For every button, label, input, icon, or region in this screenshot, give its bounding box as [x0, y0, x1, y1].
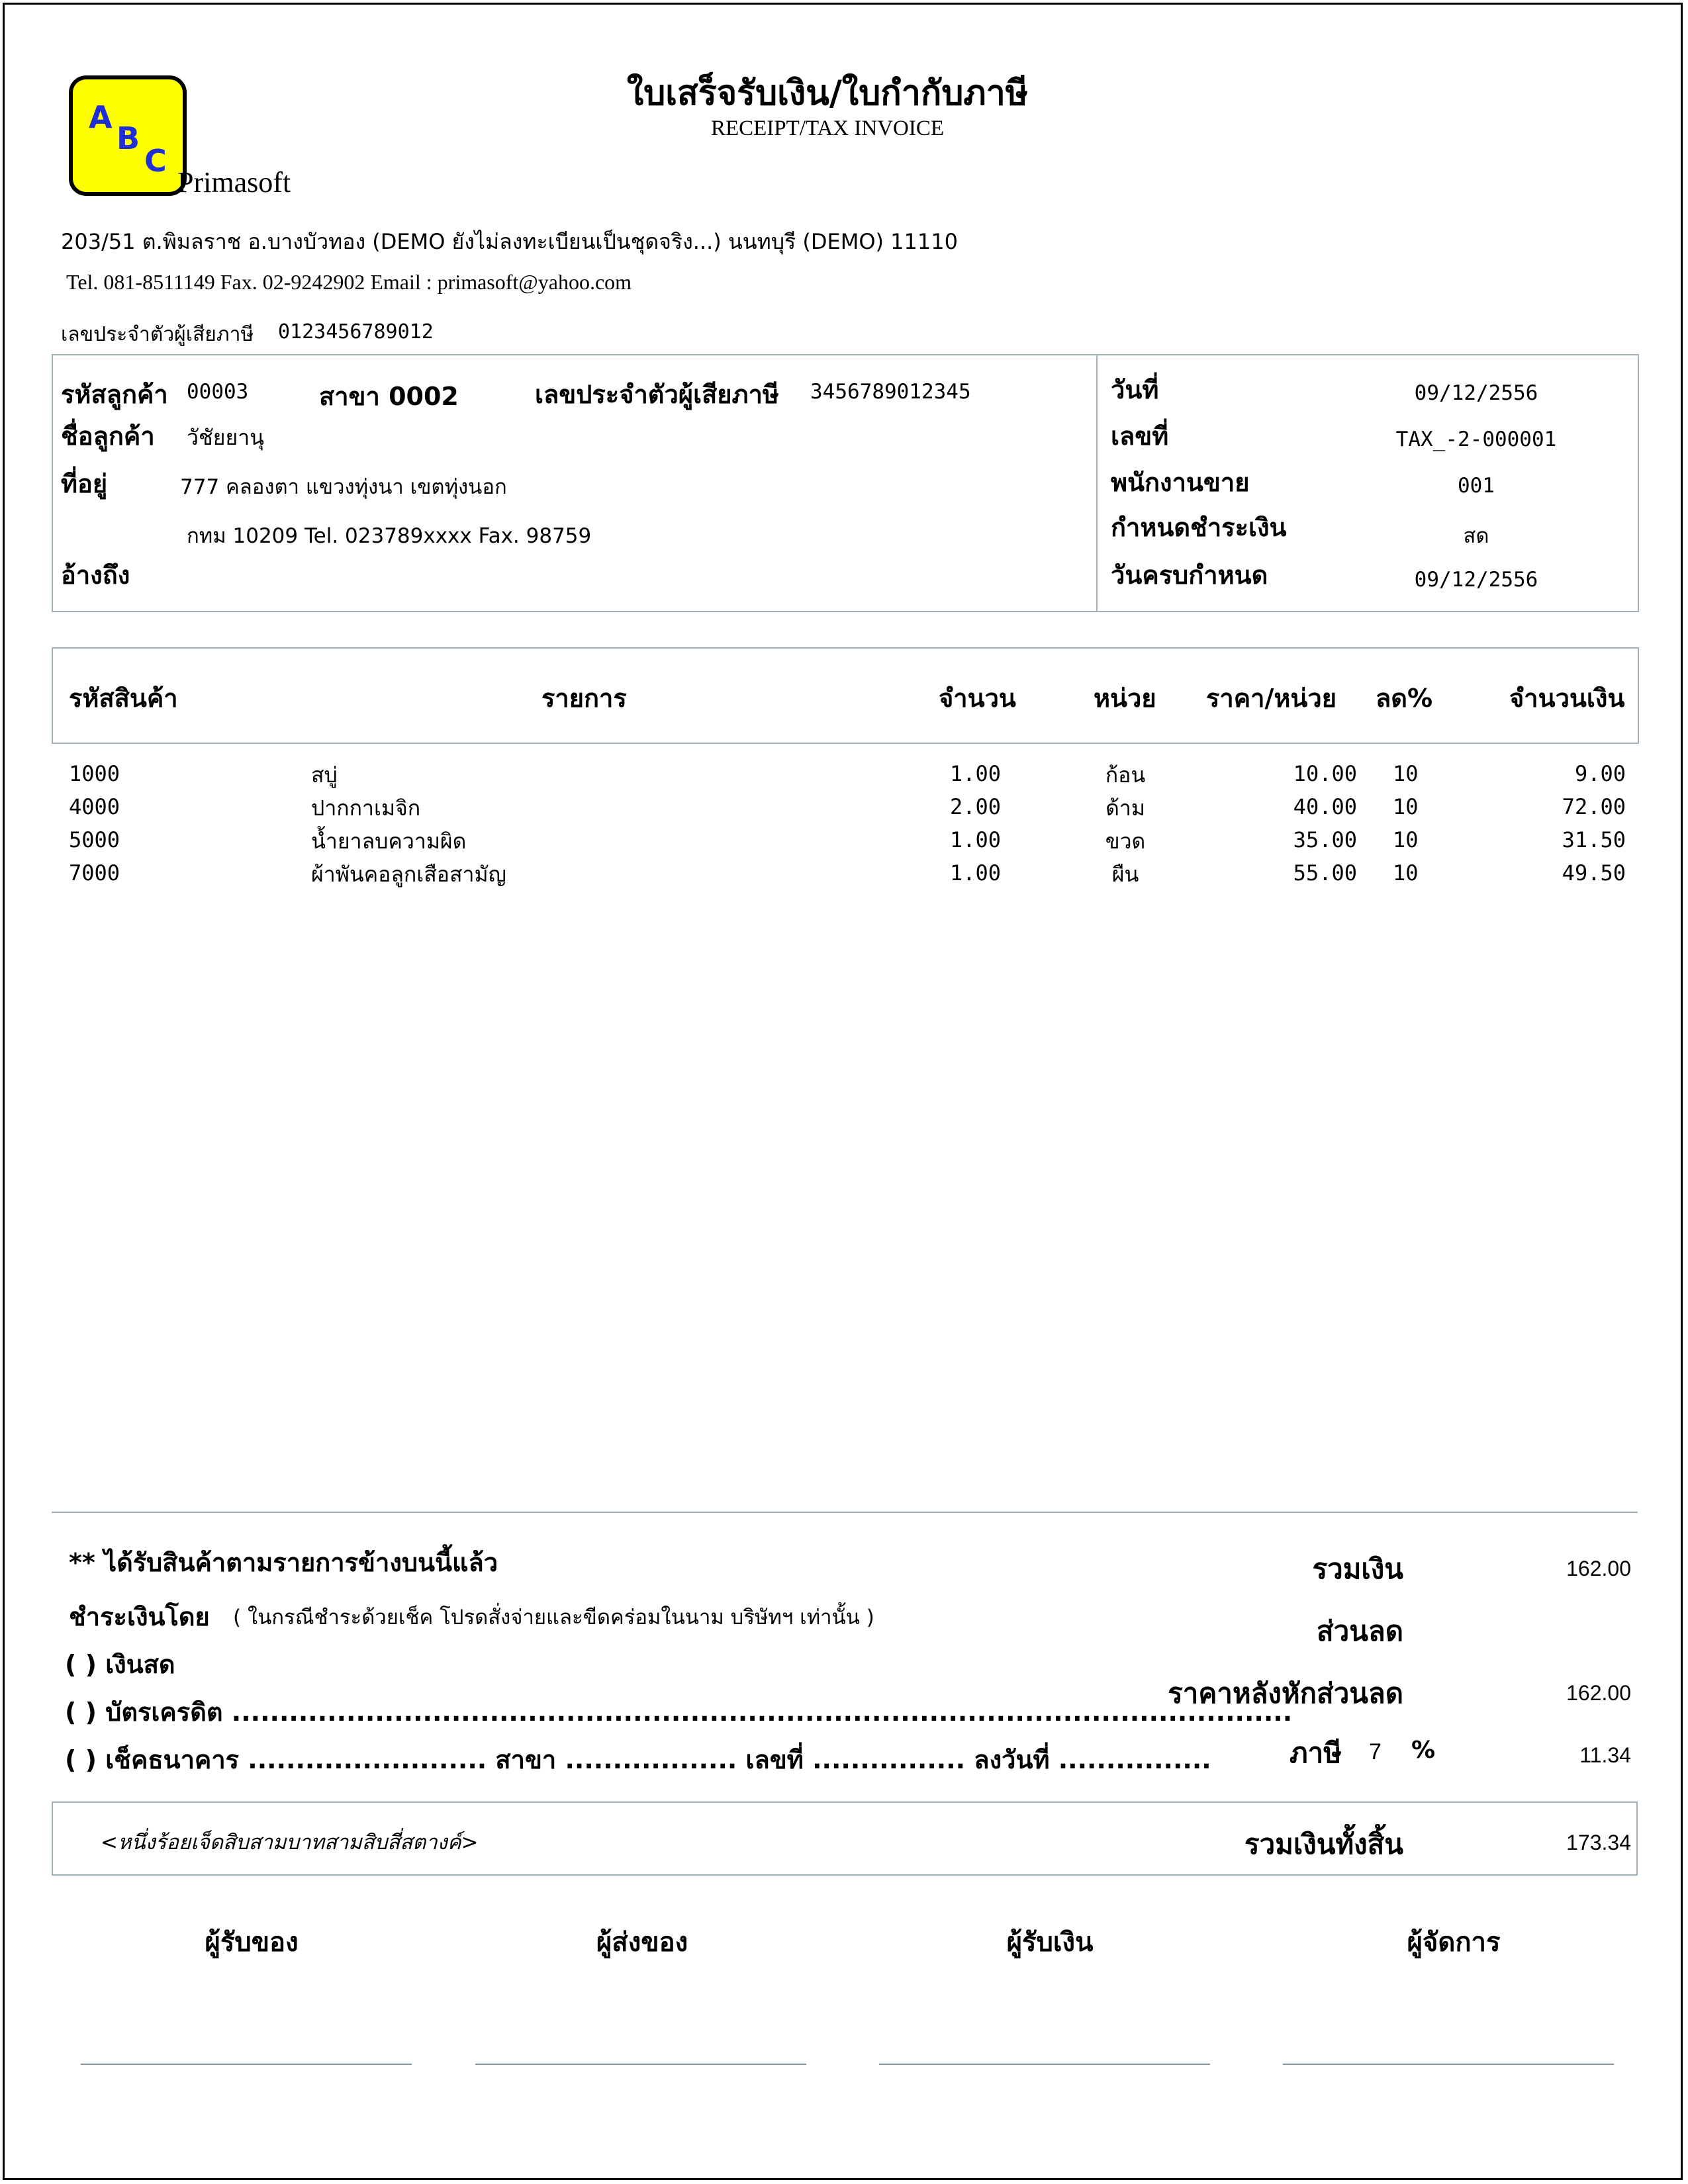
signature-cashier-label: ผู้รับเงิน [1006, 1927, 1094, 1958]
invoice-number: TAX_-2-000001 [1395, 428, 1557, 451]
company-tax-id-label: เลขประจำตัวผู้เสียภาษี [61, 323, 254, 346]
customer-code: 00003 [187, 380, 249, 404]
row-unit: ขวด [1105, 829, 1146, 854]
row-amount: 72.00 [1562, 794, 1626, 819]
signature-line-sender [475, 2064, 806, 2065]
payment-note: ( ในกรณีชำระด้วยเช็ค โปรดสั่งจ่ายและขีดคร่อมในนาม บริษัทฯ เท่านั้น ) [233, 1606, 874, 1629]
footer-separator [52, 1512, 1638, 1513]
logo-letter-a: A [89, 99, 113, 135]
row-amount: 31.50 [1562, 827, 1626, 852]
customer-tax-id-label: เลขประจำตัวผู้เสียภาษี [535, 380, 779, 409]
row-description: สบู่ [311, 762, 338, 788]
due-date-label: วันครบกำหนด [1111, 561, 1268, 590]
received-note: ** ได้รับสินค้าตามรายการข้างบนนี้แล้ว [69, 1548, 498, 1577]
due-date: 09/12/2556 [1414, 568, 1538, 592]
row-unit: ผืน [1111, 862, 1139, 887]
header-unit: หน่วย [1094, 684, 1156, 713]
salesperson: 001 [1458, 474, 1495, 498]
row-unit-price: 55.00 [1293, 860, 1357, 886]
row-quantity: 1.00 [949, 860, 1001, 886]
row-unit-price: 40.00 [1293, 794, 1357, 819]
row-unit-price: 10.00 [1293, 761, 1357, 786]
row-description: ปากกาเมจิก [311, 796, 421, 821]
customer-branch: สาขา 0002 [319, 382, 459, 411]
vat-value: 11.34 [1579, 1743, 1631, 1767]
row-unit: ด้าม [1105, 796, 1145, 821]
row-discount: 10 [1393, 761, 1419, 786]
payment-method-label: ชำระเงินโดย [69, 1602, 210, 1631]
company-address: 203/51 ต.พิมลราช อ.บางบัวทอง (DEMO ยังไม่ลงทะเบียนเป็นชุดจริง...) นนทบุรี (DEMO) 11110 [61, 229, 958, 254]
header-unit-price: ราคา/หน่วย [1206, 684, 1337, 713]
invoice-date-label: วันที่ [1111, 375, 1159, 404]
cash-option: ( ) เงินสด [65, 1650, 175, 1679]
signature-manager-label: ผู้จัดการ [1407, 1927, 1501, 1958]
grand-total-label: รวมเงินทั้งสิ้น [1244, 1828, 1403, 1860]
grand-total-value: 173.34 [1566, 1831, 1631, 1854]
row-discount: 10 [1393, 827, 1419, 852]
company-name: Primasoft [177, 166, 291, 199]
company-contact: Tel. 081-8511149 Fax. 02-9242902 Email : primasoft@yahoo.com [66, 270, 632, 294]
subtotal-label: รวมเงิน [1312, 1553, 1403, 1585]
row-discount: 10 [1393, 794, 1419, 819]
vat-rate: 7 [1369, 1739, 1382, 1764]
row-discount: 10 [1393, 860, 1419, 886]
row-code: 7000 [69, 860, 120, 886]
row-code: 5000 [69, 827, 120, 852]
signature-sender-label: ผู้ส่งของ [596, 1927, 688, 1958]
invoice-date: 09/12/2556 [1414, 381, 1538, 405]
document-title-english: RECEIPT/TAX INVOICE [710, 116, 945, 140]
row-code: 1000 [69, 761, 120, 786]
row-amount: 49.50 [1562, 860, 1626, 886]
row-quantity: 2.00 [949, 794, 1001, 819]
row-unit: ก้อน [1105, 762, 1146, 788]
customer-address-line2: กทม 10209 Tel. 023789xxxx Fax. 98759 [187, 524, 592, 548]
signature-line-cashier [879, 2064, 1210, 2065]
customer-address-label: ที่อยู่ [61, 469, 108, 498]
header-quantity: จำนวน [939, 684, 1016, 713]
customer-name-label: ชื่อลูกค้า [61, 422, 155, 451]
row-quantity: 1.00 [949, 761, 1001, 786]
subtotal-value: 162.00 [1566, 1557, 1631, 1580]
customer-code-label: รหัสลูกค้า [61, 380, 168, 409]
signature-line-manager [1283, 2064, 1614, 2065]
row-quantity: 1.00 [949, 827, 1001, 852]
row-code: 4000 [69, 794, 120, 819]
cheque-option: ( ) เช็คธนาคาร ......................... สาขา .................. เลขที่ ................ ลงวันที่ ................ [65, 1745, 1211, 1774]
amount-in-words: <หนึ่งร้อยเจ็ดสิบสามบาทสามสิบสี่สตางค์> [101, 1831, 479, 1854]
signature-receiver-label: ผู้รับของ [205, 1927, 299, 1958]
payment-terms-label: กำหนดชำระเงิน [1111, 513, 1287, 542]
customer-name: วัชัยยานุ [187, 425, 265, 450]
row-description: น้ำยาลบความผิด [311, 829, 467, 854]
document-title-thai: ใบเสร็จรับเงิน/ใบกำกับภาษี [626, 73, 1029, 113]
logo-letter-b: B [117, 120, 140, 156]
row-unit-price: 35.00 [1293, 827, 1357, 852]
credit-card-option: ( ) บัตรเครดิต ............................................................................................................... [65, 1698, 1293, 1727]
after-discount-value: 162.00 [1566, 1681, 1631, 1705]
vat-label: ภาษี [1289, 1737, 1342, 1769]
header-description: รายการ [541, 684, 627, 713]
customer-tax-id: 3456789012345 [810, 380, 971, 404]
vat-percent-sign: % [1411, 1737, 1436, 1764]
header-discount: ลด% [1376, 684, 1433, 713]
invoice-number-label: เลขที่ [1111, 422, 1169, 451]
header-amount: จำนวนเงิน [1509, 684, 1625, 713]
salesperson-label: พนักงานขาย [1111, 468, 1250, 497]
signature-line-receiver [81, 2064, 412, 2065]
discount-label: ส่วนลด [1317, 1615, 1403, 1647]
header-product-code: รหัสสินค้า [69, 684, 178, 713]
row-amount: 9.00 [1574, 761, 1626, 786]
payment-terms: สด [1463, 524, 1489, 548]
after-discount-label: ราคาหลังหักส่วนลด [1168, 1677, 1403, 1709]
row-description: ผ้าพันคอลูกเสือสามัญ [311, 862, 506, 887]
company-tax-id: 0123456789012 [278, 320, 434, 343]
customer-info-divider [1096, 354, 1098, 612]
reference-label: อ้างถึง [61, 561, 130, 590]
logo-letter-c: C [144, 143, 167, 179]
customer-address-line1: 777 คลองตา แขวงทุ่งนา เขตทุ่งนอก [180, 475, 507, 499]
